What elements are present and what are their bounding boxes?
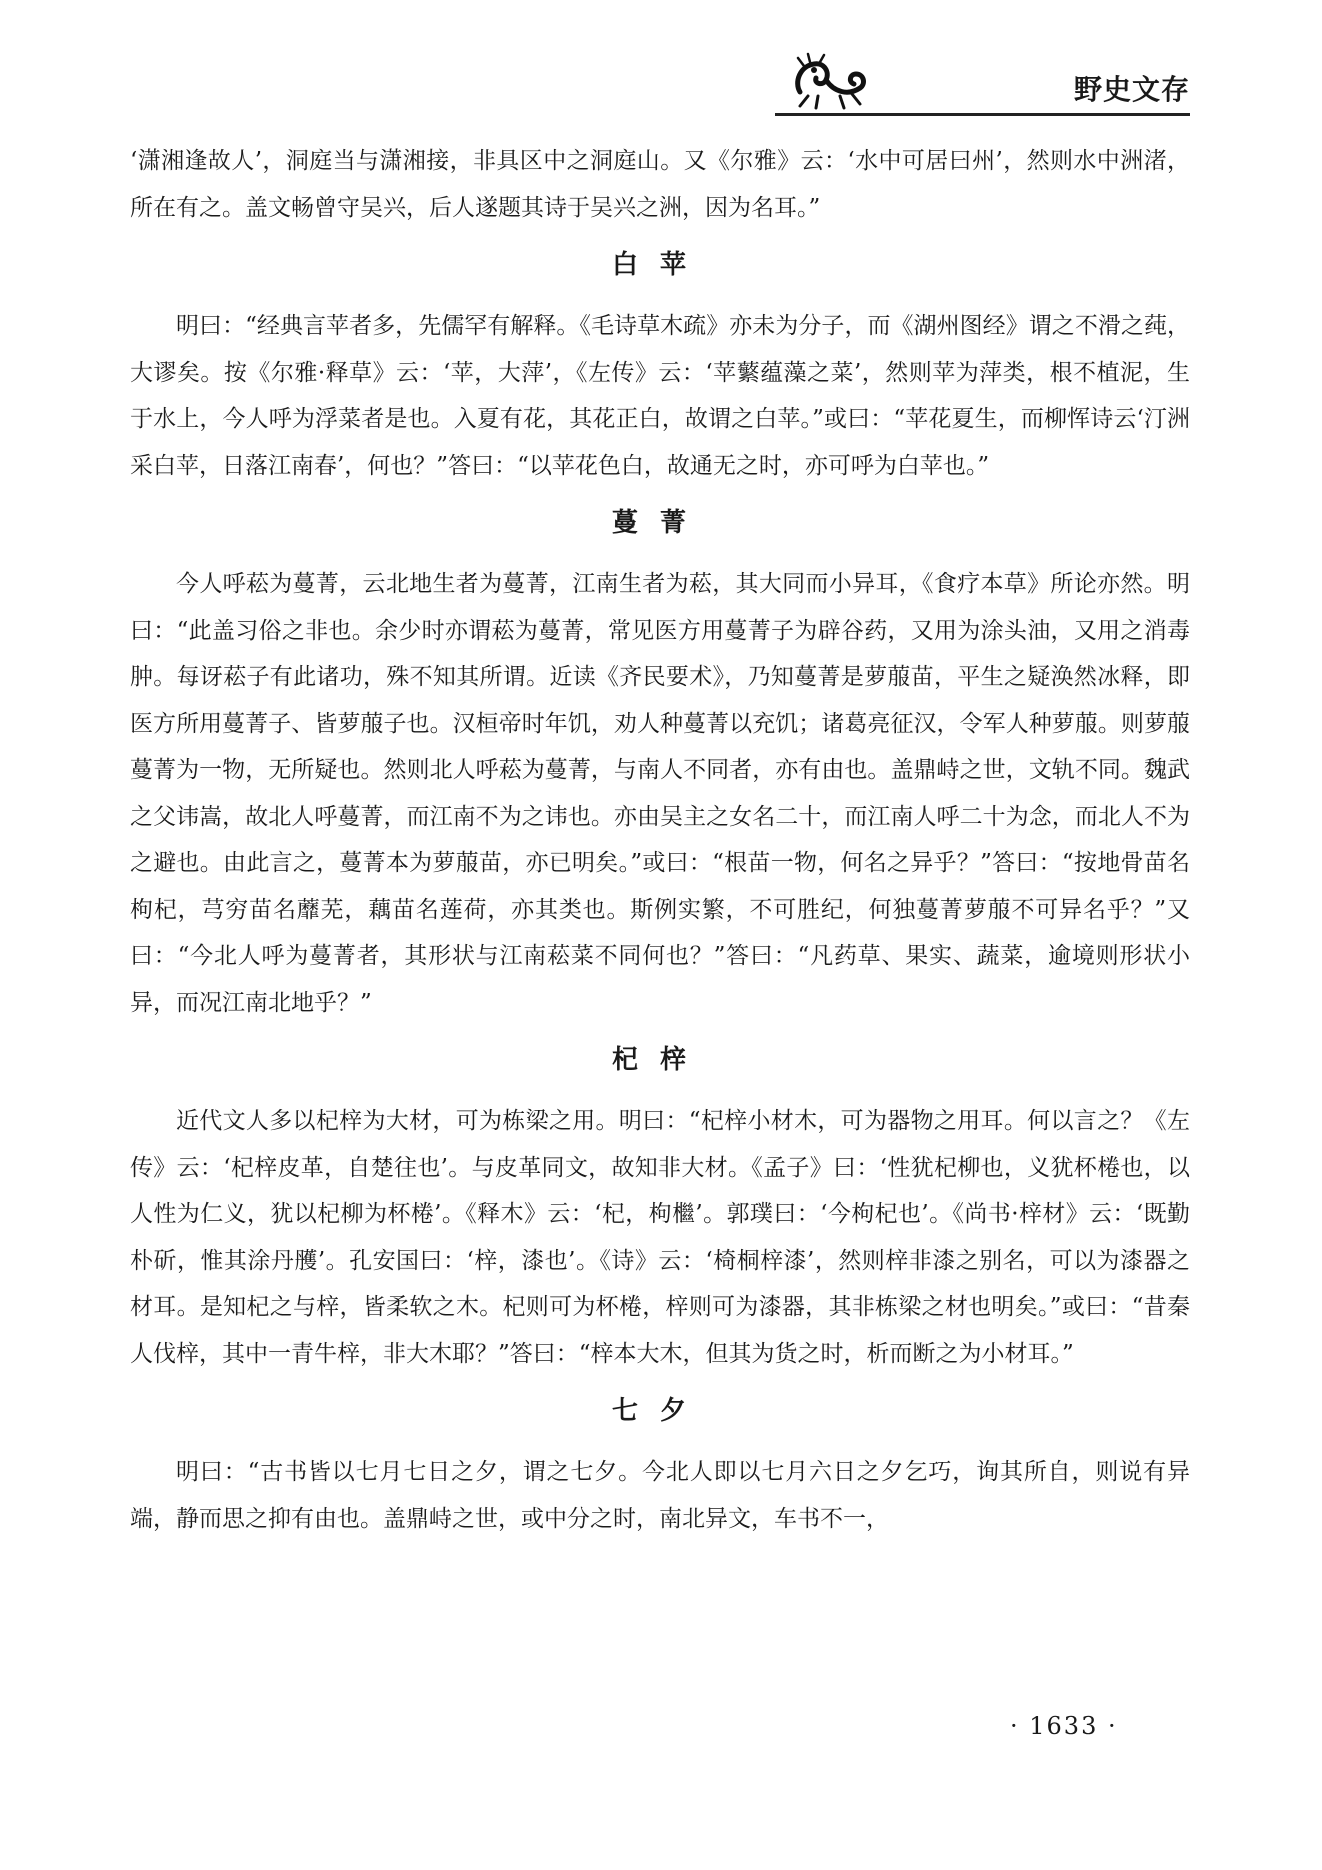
- section-heading: 蔓菁: [611, 508, 708, 538]
- dragon-emblem-icon: [790, 52, 870, 110]
- section-heading: 杞梓: [611, 1045, 708, 1075]
- paragraph: ‘潇湘逢故人’，洞庭当与潇湘接，非具区中之洞庭山。又《尔雅》云：‘水中可居曰州’，然则水中洲渚，所在有之。盖文畅曾守吴兴，后人遂题其诗于吴兴之洲，因为名耳。”: [130, 148, 1190, 221]
- section-heading: 七夕: [611, 1396, 708, 1426]
- paragraph: 明曰：“古书皆以七月七日之夕，谓之七夕。今北人即以七月六日之夕乞巧，询其所自，则说有异端，静而思之抑有由也。盖鼎峙之世，或中分之时，南北异文，车书不一，: [130, 1459, 1190, 1532]
- article-body: [130, 138, 1190, 1542]
- series-title: 野史文存: [1073, 73, 1190, 106]
- paragraph: 今人呼菘为蔓菁，云北地生者为蔓菁，江南生者为菘，其大同而小异耳，《食疗本草》所论亦然。明曰：“此盖习俗之非也。余少时亦谓菘为蔓菁，常见医方用蔓菁子为辟谷药，又用为涂头油，又用之消毒肿。每讶菘子有此诸功，殊不知其所谓。近读《齐民要术》，乃知蔓菁是萝菔苗，平生之疑涣然冰释，即医方所用蔓菁子、皆萝菔子也。汉桓帝时年饥，劝人种蔓菁以充饥；诸葛亮征汉，令军人种萝菔。则萝菔蔓菁为一物，无所疑也。然则北人呼菘为蔓菁，与南人不同者，亦有由也。盖鼎峙之世，文轨不同。魏武之父讳嵩，故北人呼蔓菁，而江南不为之讳也。亦由吴主之女名二十，而江南人呼二十为念，而北人不为之避也。由此言之，蔓菁本为萝菔苗，亦已明矣。”或曰：“根苗一物，何名之异乎？”答曰：“按地骨苗名枸杞，芎穷苗名蘼芜，藕苗名莲荷，亦其类也。斯例实繁，不可胜纪，何独蔓菁萝菔不可异名乎？”又曰：“今北人呼为蔓菁者，其形状与江南菘菜不同何也？”答曰：“凡药草、果实、蔬菜，逾境则形状小异，而况江南北地乎？”: [130, 571, 1190, 1016]
- running-header: [790, 52, 1190, 112]
- paragraph: 明曰：“经典言苹者多，先儒罕有解释。《毛诗草木疏》亦未为分子，而《湖州图经》谓之不滑之莼，大谬矣。按《尔雅·释草》云：‘苹，大萍’，《左传》云：‘苹蘩蕴藻之菜’，然则苹为萍类，根不植泥，生于水上，今人呼为浮菜者是也。入夏有花，其花正白，故谓之白苹。”或曰：“苹花夏生，而柳恽诗云‘汀洲采白苹，日落江南春’，何也？”答曰：“以苹花色白，故通无之时，亦可呼为白苹也。”: [130, 313, 1190, 479]
- page-number: · 1633 ·: [1010, 1712, 1118, 1740]
- paragraph: 近代文人多以杞梓为大材，可为栋梁之用。明曰：“杞梓小材木，可为器物之用耳。何以言之？《左传》云：‘杞梓皮革，自楚往也’。与皮革同文，故知非大材。《孟子》曰：‘性犹杞柳也，义犹杯棬也，以人性为仁义，犹以杞柳为杯棬’。《释木》云：‘杞，枸檵’。郭璞曰：‘今枸杞也’。《尚书·梓材》云：‘既勤朴斫，惟其涂丹雘’。孔安国曰：‘梓，漆也’。《诗》云：‘椅桐梓漆’，然则梓非漆之别名，可以为漆器之材耳。是知杞之与梓，皆柔软之木。杞则可为杯棬，梓则可为漆器，其非栋梁之材也明矣。”或曰：“昔秦人伐梓，其中一青牛梓，非大木耶？”答曰：“梓本大木，但其为货之时，析而断之为小材耳。”: [130, 1108, 1190, 1367]
- header-rule: [775, 113, 1190, 116]
- section-heading: 白苹: [611, 250, 708, 280]
